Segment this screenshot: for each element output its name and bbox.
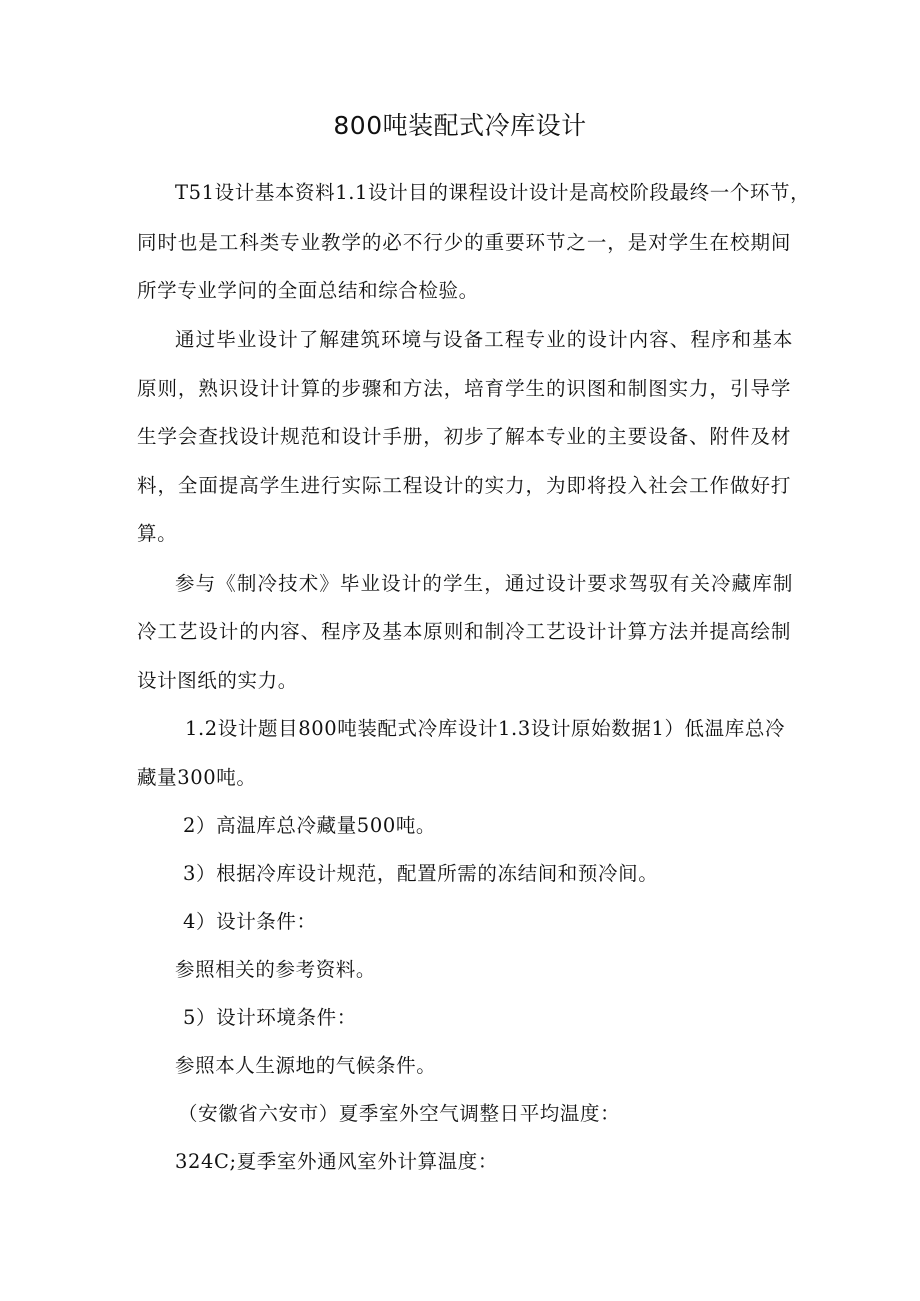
paragraph-line: 设计图纸的实力。 xyxy=(137,669,298,692)
paragraph-line: 所学专业学问的全面总结和综合检验。 xyxy=(137,279,479,302)
paragraph-line: 同时也是工科类专业教学的必不行少的重要环节之一，是对学生在校期间 xyxy=(137,231,791,254)
paragraph-line: 藏量300吨。 xyxy=(137,766,257,789)
paragraph-line: 原则，熟识设计计算的步骤和方法，培育学生的识图和制图实力，引导学 xyxy=(137,377,791,400)
paragraph-line: 参照相关的参考资料。 xyxy=(175,958,377,981)
paragraph-line: 参照本人生源地的气候条件。 xyxy=(175,1054,437,1077)
list-item: 4）设计条件： xyxy=(183,910,317,933)
paragraph-line: 料，全面提高学生进行实际工程设计的实力，为即将投入社会工作做好打 xyxy=(137,474,791,497)
paragraph-line: 冷工艺设计的内容、程序及基本原则和制冷工艺设计计算方法并提高绘制 xyxy=(137,620,791,643)
paragraph-line: 1.2设计题目800吨装配式冷库设计1.3设计原始数据1）低温库总冷 xyxy=(185,717,786,740)
list-item: 5）设计环境条件： xyxy=(183,1006,357,1029)
paragraph-line: 通过毕业设计了解建筑环境与设备工程专业的设计内容、程序和基本 xyxy=(175,328,793,351)
list-item: 2）高温库总冷藏量500吨。 xyxy=(183,814,437,837)
paragraph-line: 算。 xyxy=(137,522,178,545)
paragraph-line: 参与《制冷技术》毕业设计的学生，通过设计要求驾驭有关冷藏库制 xyxy=(175,572,793,595)
paragraph-line: 生学会查找设计规范和设计手册，初步了解本专业的主要设备、附件及材 xyxy=(137,425,791,448)
paragraph-line: 324C;夏季室外通风室外计算温度： xyxy=(175,1150,499,1173)
list-item: 3）根据冷库设计规范，配置所需的冻结间和预冷间。 xyxy=(183,862,659,885)
document-title: 800吨装配式冷库设计 xyxy=(333,111,587,140)
paragraph-line: （安徽省六安市）夏季室外空气调整日平均温度： xyxy=(178,1102,621,1125)
paragraph-line: T51设计基本资料1.1设计目的课程设计设计是高校阶段最终一个环节， xyxy=(175,181,811,204)
